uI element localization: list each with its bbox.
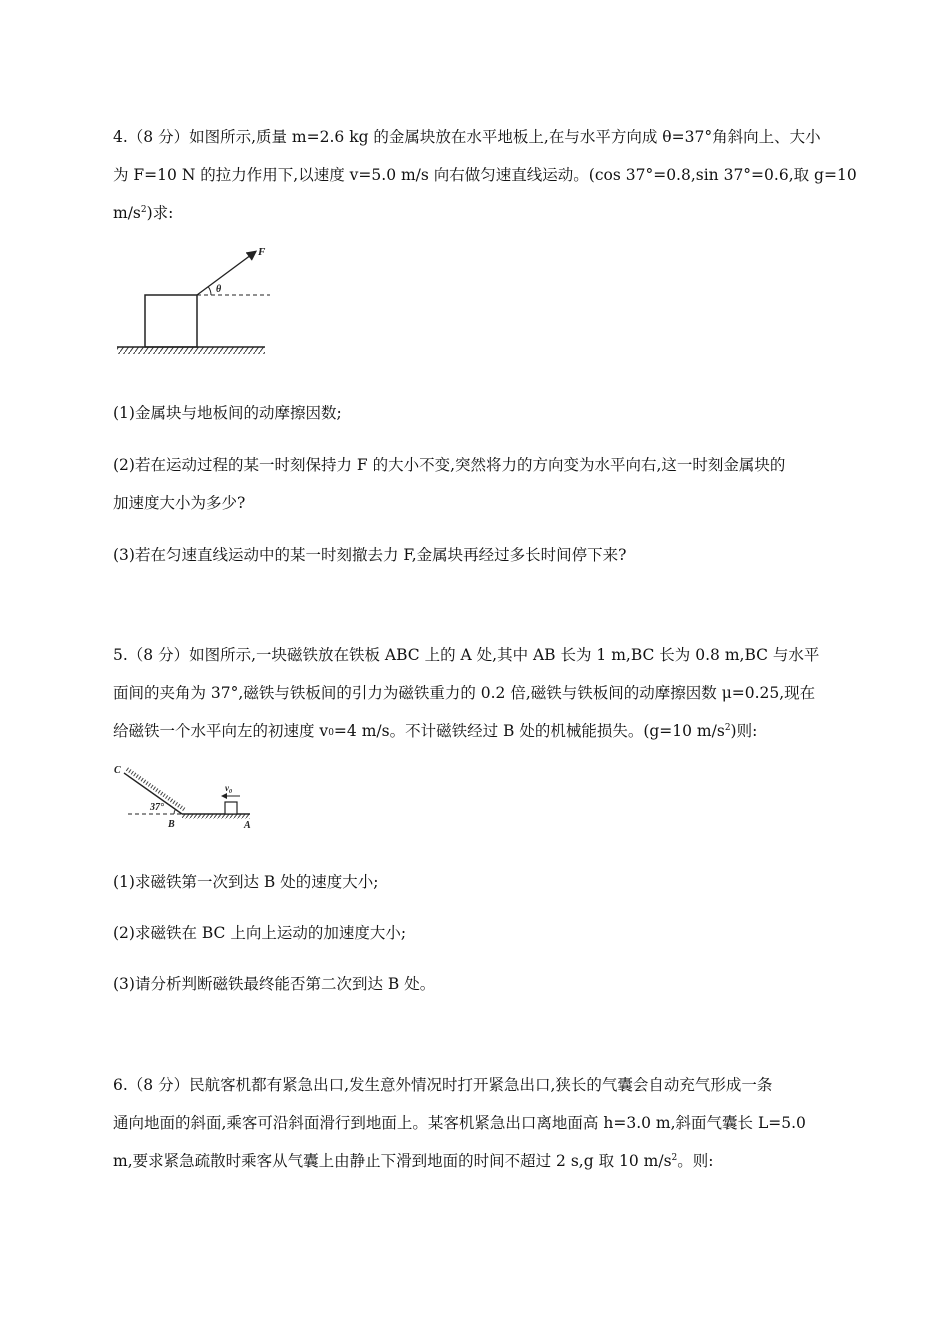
q5-velocity-symbol-subscript: 0 [229,789,232,795]
q5-subquestion-3: (3)请分析判断磁铁最终能否第二次到达 B 处。 [113,975,436,993]
q4-angle-arc [208,287,211,295]
q5-subquestion-2: (2)求磁铁在 BC 上向上运动的加速度大小; [113,924,407,942]
q4-text-line-3 [113,203,173,223]
q5-label-b: B [168,819,175,830]
q6-condition-text: m,要求紧急疏散时乘客从气囊上由静止下滑到地面的时间不超过 2 s,g 取 10 m/s [113,1152,672,1170]
q4-subquestion-1: (1)金属块与地板间的动摩擦因数; [113,404,342,422]
q4-subquestion-2-line-2: 加速度大小为多少? [113,494,246,512]
q4-metal-block [145,295,197,347]
q5-ask-text: )则: [730,722,758,740]
q4-unit-superscript: 2 [140,205,147,215]
q5-label-a: A [244,820,251,831]
q5-text-line-2: 面间的夹角为 37°,磁铁与铁板间的引力为磁铁重力的 0.2 倍,磁铁与铁板间的动摩擦因数 μ=0.25,现在 [113,684,816,702]
q5-figure [110,758,270,838]
q4-figure [110,240,280,360]
q5-text-line-1: 5.（8 分）如图所示,一块磁铁放在铁板 ABC 上的 A 处,其中 AB 长为 1 m,BC 长为 0.8 m,BC 与水平 [113,646,820,664]
q5-angle-label: 37° [150,802,164,813]
q4-angle-label: θ [216,284,222,295]
q6-text-line-1: 6.（8 分）民航客机都有紧急出口,发生意外情况时打开紧急出口,狭长的气囊会自动充气形成一条 [113,1076,773,1094]
q5-plate-hatch [182,815,250,819]
q5-condition-text: =4 m/s。不计磁铁经过 B 处的机械能损失。(g=10 m/s [333,722,725,740]
q6-ask-text: 。则: [677,1152,714,1170]
q4-subquestion-2-line-1: (2)若在运动过程的某一时刻保持力 F 的大小不变,突然将力的方向变为水平向右,这一时刻金属块的 [113,456,786,474]
q4-ground-hatch [117,347,265,354]
q6-unit-superscript: 2 [671,1153,678,1163]
q4-unit-text: m/s [113,204,141,222]
q6-text-line-3 [113,1151,714,1171]
q4-ask-text: )求: [146,204,174,222]
q4-subquestion-3: (3)若在匀速直线运动中的某一时刻撤去力 F,金属块再经过多长时间停下来? [113,546,627,564]
q5-label-c: C [114,765,121,776]
q5-velocity-label [225,783,232,795]
q4-force-arrow [197,252,255,295]
q4-force-label: F [258,246,266,258]
q5-text-line-3 [113,721,757,741]
q4-text-line-1: 4.（8 分）如图所示,质量 m=2.6 kg 的金属块放在水平地板上,在与水平方向成 θ=37°角斜向上、大小 [113,128,821,146]
q5-velocity-subscript: 0 [328,728,334,738]
q5-magnet [225,802,237,814]
q5-subquestion-1: (1)求磁铁第一次到达 B 处的速度大小; [113,873,379,891]
q5-angle-arc [174,809,175,814]
q4-text-line-2: 为 F=10 N 的拉力作用下,以速度 v=5.0 m/s 向右做匀速直线运动。(cos 37°=0.8,sin 37°=0.6,取 g=10 [113,166,857,184]
q5-velocity-symbol: v [225,783,229,793]
q6-text-line-2: 通向地面的斜面,乘客可沿斜面滑行到地面上。某客机紧急出口离地面高 h=3.0 m,斜面气囊长 L=5.0 [113,1114,806,1132]
q5-unit-superscript: 2 [724,723,731,733]
q5-velocity-text: 给磁铁一个水平向左的初速度 v [113,722,329,740]
